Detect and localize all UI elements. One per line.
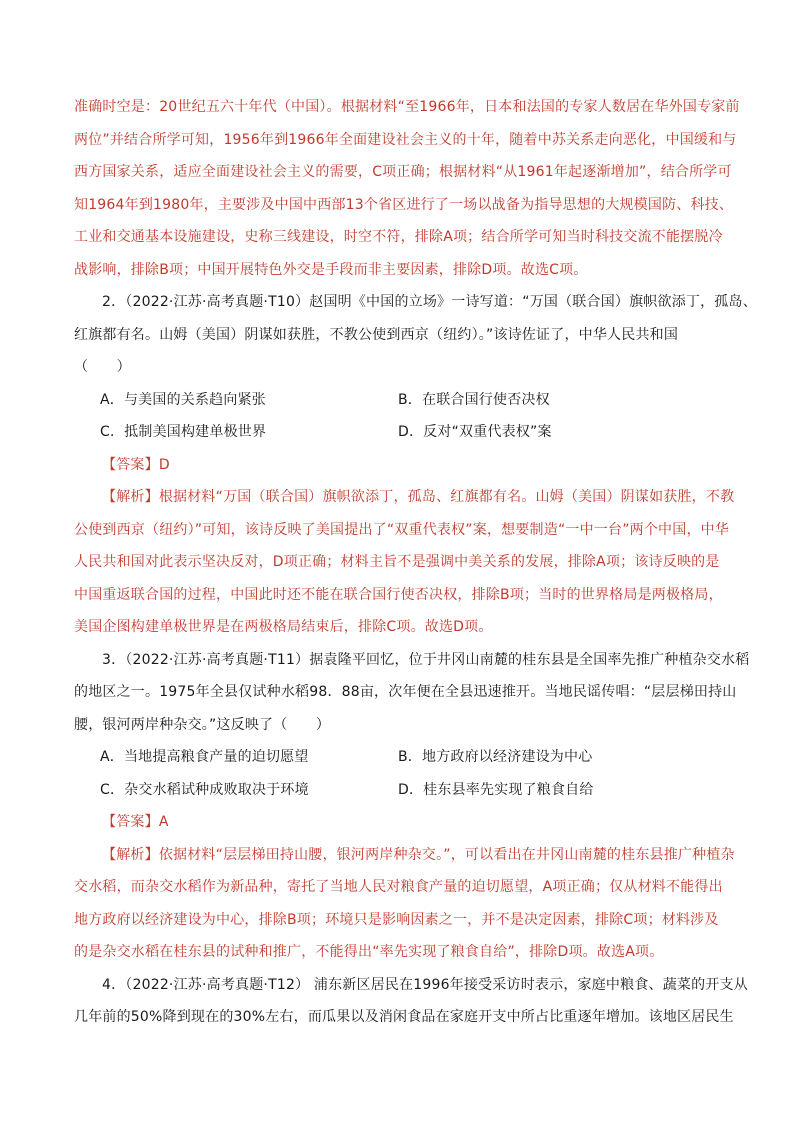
- answer-value: A: [158, 814, 169, 830]
- options: [100, 741, 724, 806]
- text-line: 战影响，排除B项；中国开展特色外交是手段而非主要因素，排除D项。故选C项。: [74, 261, 588, 278]
- text-line: 准确时空是：20世纪五六十年代（中国）。根据材料“至1966年，日本和法国的专家人数居在华外国专家前: [74, 99, 740, 115]
- answer-tag: 【答案】: [102, 456, 159, 473]
- answer-tag: 【答案】: [102, 814, 159, 830]
- analysis-line: [74, 481, 735, 514]
- text-line: 西方国家关系，适应全面建设社会主义的需要，C项正确；根据材料“从1961年起逐渐增加”，结合所学可: [74, 164, 732, 180]
- analysis-line: 美国企图构建单极世界是在两极格局结束后，排除C项。故选D项。: [74, 619, 493, 635]
- option-b: B．在联合国行使否决权: [398, 391, 550, 408]
- option-d: D．桂东县率先实现了粮食自给: [398, 781, 594, 798]
- question-stem-line: 2．（2022·江苏·高考真题·T10）赵国明《中国的立场》一诗写道：“万国（联合国）旗帜欲添丁，孤岛、: [102, 294, 757, 310]
- analysis-line: 地方政府以经济建设为中心，排除B项；环境只是影响因素之一，并不是决定因素，排除C项；材料涉及: [74, 911, 719, 928]
- options: [100, 384, 724, 449]
- analysis-line: 公使到西京（纽约）”可知，该诗反映了美国提出了“双重代表权”案，想要制造“一中一台”两个中国，中华: [74, 521, 730, 538]
- question-3: [74, 644, 750, 969]
- option-a: A．当地提高粮食产量的迫切愿望: [100, 749, 309, 765]
- option-b: B．地方政府以经济建设为中心: [398, 749, 593, 765]
- previous-explanation: [74, 91, 740, 286]
- question-stem-line: 几年前的50%降到现在的30%左右，而瓜果以及消闲食品在家庭开支中所占比重逐年增加。该地区居民生: [74, 1009, 734, 1025]
- text-line: 两位”并结合所学可知，1956年到1966年全面建设社会主义的十年，随着中苏关系走向恶化，中国缓和与: [74, 131, 737, 148]
- question-stem-line: （ ）: [74, 359, 131, 375]
- text-line: 工业和交通基本设施建设，史称三线建设，时空不符，排除A项；结合所学可知当时科技交流不能摆脱冷: [74, 229, 723, 245]
- option-a: A．与美国的关系趋向紧张: [100, 391, 266, 408]
- question-stem-line: 4．（2022·江苏·高考真题·T12） 浦东新区居民在1996年接受采访时表示，家庭中粮食、蔬菜的开支从: [102, 976, 748, 993]
- question-stem-line: 腰，银河两岸种杂交。”这反映了（ ）: [74, 716, 331, 733]
- question-stem-line: 的地区之一。1975年全县仅试种水稻98．88亩，次年便在全县迅速推开。当地民谣传唱：“层层梯田持山: [74, 684, 737, 700]
- option-c: C．抵制美国构建单极世界: [100, 424, 267, 440]
- question-2: [74, 286, 757, 644]
- text-line: 知1964年到1980年，主要涉及中国中西部13个省区进行了一场以战备为指导思想的大规模国防、科技、: [74, 196, 734, 213]
- question-stem-line: 红旗都有名。山姆（美国）阴谋如获胜，不教公使到西京（纽约）。”该诗佐证了，中华人民共和国: [74, 326, 679, 343]
- answer-line: [74, 806, 724, 839]
- analysis-text: 依据材料“层层梯田持山腰，银河两岸种杂交。”，可以看出在井冈山南麓的桂东县推广种植杂: [158, 846, 735, 863]
- analysis-tag: 【解析】: [102, 489, 159, 505]
- answer-line: [74, 449, 724, 482]
- analysis-line: 的是杂交水稻在桂东县的试种和推广，不能得出“率先实现了粮食自给”，排除D项。故选A项。: [74, 944, 664, 960]
- option-d: D．反对“双重代表权”案: [398, 424, 552, 440]
- answer-value: D: [158, 456, 170, 473]
- analysis-line: 交水稻，而杂交水稻作为新品种，寄托了当地人民对粮食产量的迫切愿望，A项正确；仅从材料不能得出: [74, 879, 723, 895]
- analysis-text: 根据材料“万国（联合国）旗帜欲添丁，孤岛、红旗都有名。山姆（美国）阴谋如获胜，不教: [158, 489, 735, 505]
- analysis-tag: 【解析】: [102, 846, 159, 863]
- question-4: [74, 969, 748, 1034]
- analysis-line: 人民共和国对此表示坚决反对，D项正确；材料主旨不是强调中美关系的发展，排除A项；该诗反映的是: [74, 554, 720, 570]
- option-c: C．杂交水稻试种成败取决于环境: [100, 781, 309, 798]
- analysis-line: [74, 839, 735, 872]
- analysis-line: 中国重返联合国的过程，中国此时还不能在联合国行使否决权，排除B项；当时的世界格局是两极格局，: [74, 586, 723, 603]
- question-stem-line: 3．（2022·江苏·高考真题·T11）据袁隆平回忆，位于井冈山南麓的桂东县是全国率先推广种植杂交水稻: [102, 651, 750, 668]
